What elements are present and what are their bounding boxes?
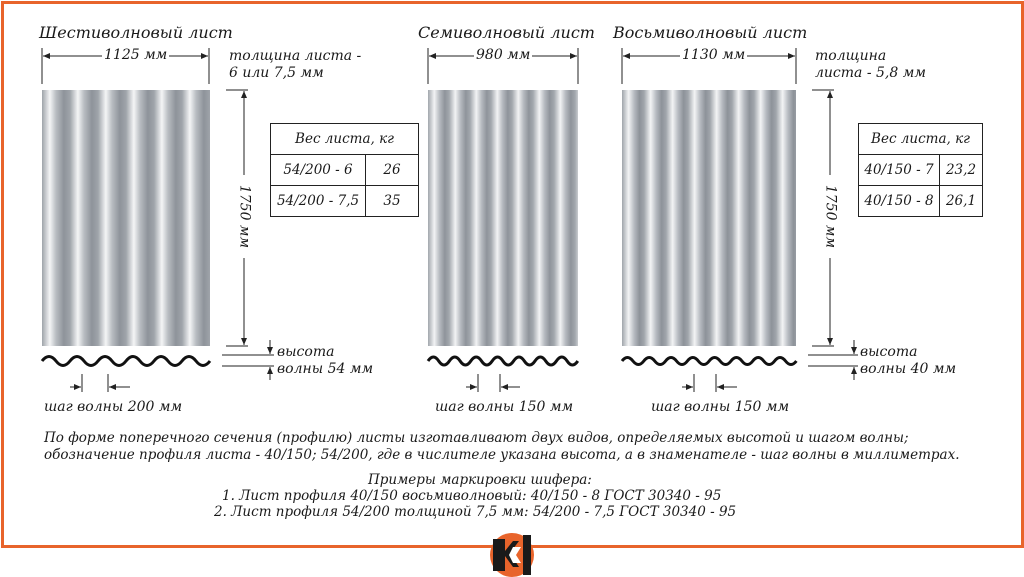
six-wave-length: 1750 мм bbox=[236, 184, 253, 249]
seven-wave-title: Семиволновый лист bbox=[418, 23, 595, 42]
eight-wave-thickness-line2: листа - 5,8 мм bbox=[815, 65, 926, 81]
table-cell: 35 bbox=[366, 186, 419, 217]
company-logo-icon bbox=[483, 525, 541, 577]
table-row bbox=[271, 186, 419, 217]
eight-wave-thickness-line1: толщина bbox=[815, 48, 887, 64]
eight-wave-height-line2: волны 40 мм bbox=[860, 361, 957, 377]
table-cell: 40/150 - 7 bbox=[859, 155, 940, 186]
eight-wave-height-line1: высота bbox=[860, 344, 918, 360]
example-1: 1. Лист профиля 40/150 восьмиволновый: 40/150 - 8 ГОСТ 30340 - 95 bbox=[222, 488, 722, 504]
weight-table-header: Вес листа, кг bbox=[271, 124, 419, 155]
six-wave-width: 1125 мм bbox=[104, 47, 168, 63]
examples-title: Примеры маркировки шифера: bbox=[368, 472, 592, 488]
seven-wave-step: шаг волны 150 мм bbox=[435, 399, 574, 415]
eight-wave-width: 1130 мм bbox=[682, 47, 746, 63]
table-cell: 23,2 bbox=[940, 155, 983, 186]
table-cell: 26 bbox=[366, 155, 419, 186]
six-wave-thickness-line1: толщина листа - bbox=[229, 48, 362, 64]
table-cell: 26,1 bbox=[940, 186, 983, 217]
six-wave-height-line2: волны 54 мм bbox=[277, 361, 374, 377]
weight-table-header: Вес листа, кг bbox=[859, 124, 983, 155]
seven-wave-width: 980 мм bbox=[476, 47, 531, 63]
six-wave-height-line1: высота bbox=[277, 344, 335, 360]
table-row bbox=[859, 155, 983, 186]
eight-wave-profile bbox=[622, 358, 796, 365]
eight-wave-weight-table bbox=[858, 123, 983, 217]
eight-wave-step: шаг волны 150 мм bbox=[651, 399, 790, 415]
eight-wave-title: Восьмиволновый лист bbox=[613, 23, 808, 42]
seven-wave-profile bbox=[428, 357, 578, 365]
example-2: 2. Лист профиля 54/200 толщиной 7,5 мм: 54/200 - 7,5 ГОСТ 30340 - 95 bbox=[214, 504, 737, 520]
table-cell: 40/150 - 8 bbox=[859, 186, 940, 217]
six-wave-profile bbox=[42, 357, 210, 366]
profile-note-line1: По форме поперечного сечения (профилю) листы изготавливают двух видов, определяемых высотой и шагом волны; bbox=[44, 430, 909, 446]
table-cell: 54/200 - 6 bbox=[271, 155, 366, 186]
table-row bbox=[859, 186, 983, 217]
eight-wave-length: 1750 мм bbox=[822, 184, 839, 249]
six-wave-thickness-line2: 6 или 7,5 мм bbox=[229, 65, 324, 81]
six-wave-title: Шестиволновый лист bbox=[39, 23, 233, 42]
six-wave-weight-table bbox=[270, 123, 419, 217]
six-wave-step: шаг волны 200 мм bbox=[44, 399, 183, 415]
table-row bbox=[271, 155, 419, 186]
table-cell: 54/200 - 7,5 bbox=[271, 186, 366, 217]
profile-note-line2: обозначение профиля листа - 40/150; 54/200, где в числителе указана высота, а в знаменателе - шаг волны в миллиметрах. bbox=[44, 447, 960, 463]
